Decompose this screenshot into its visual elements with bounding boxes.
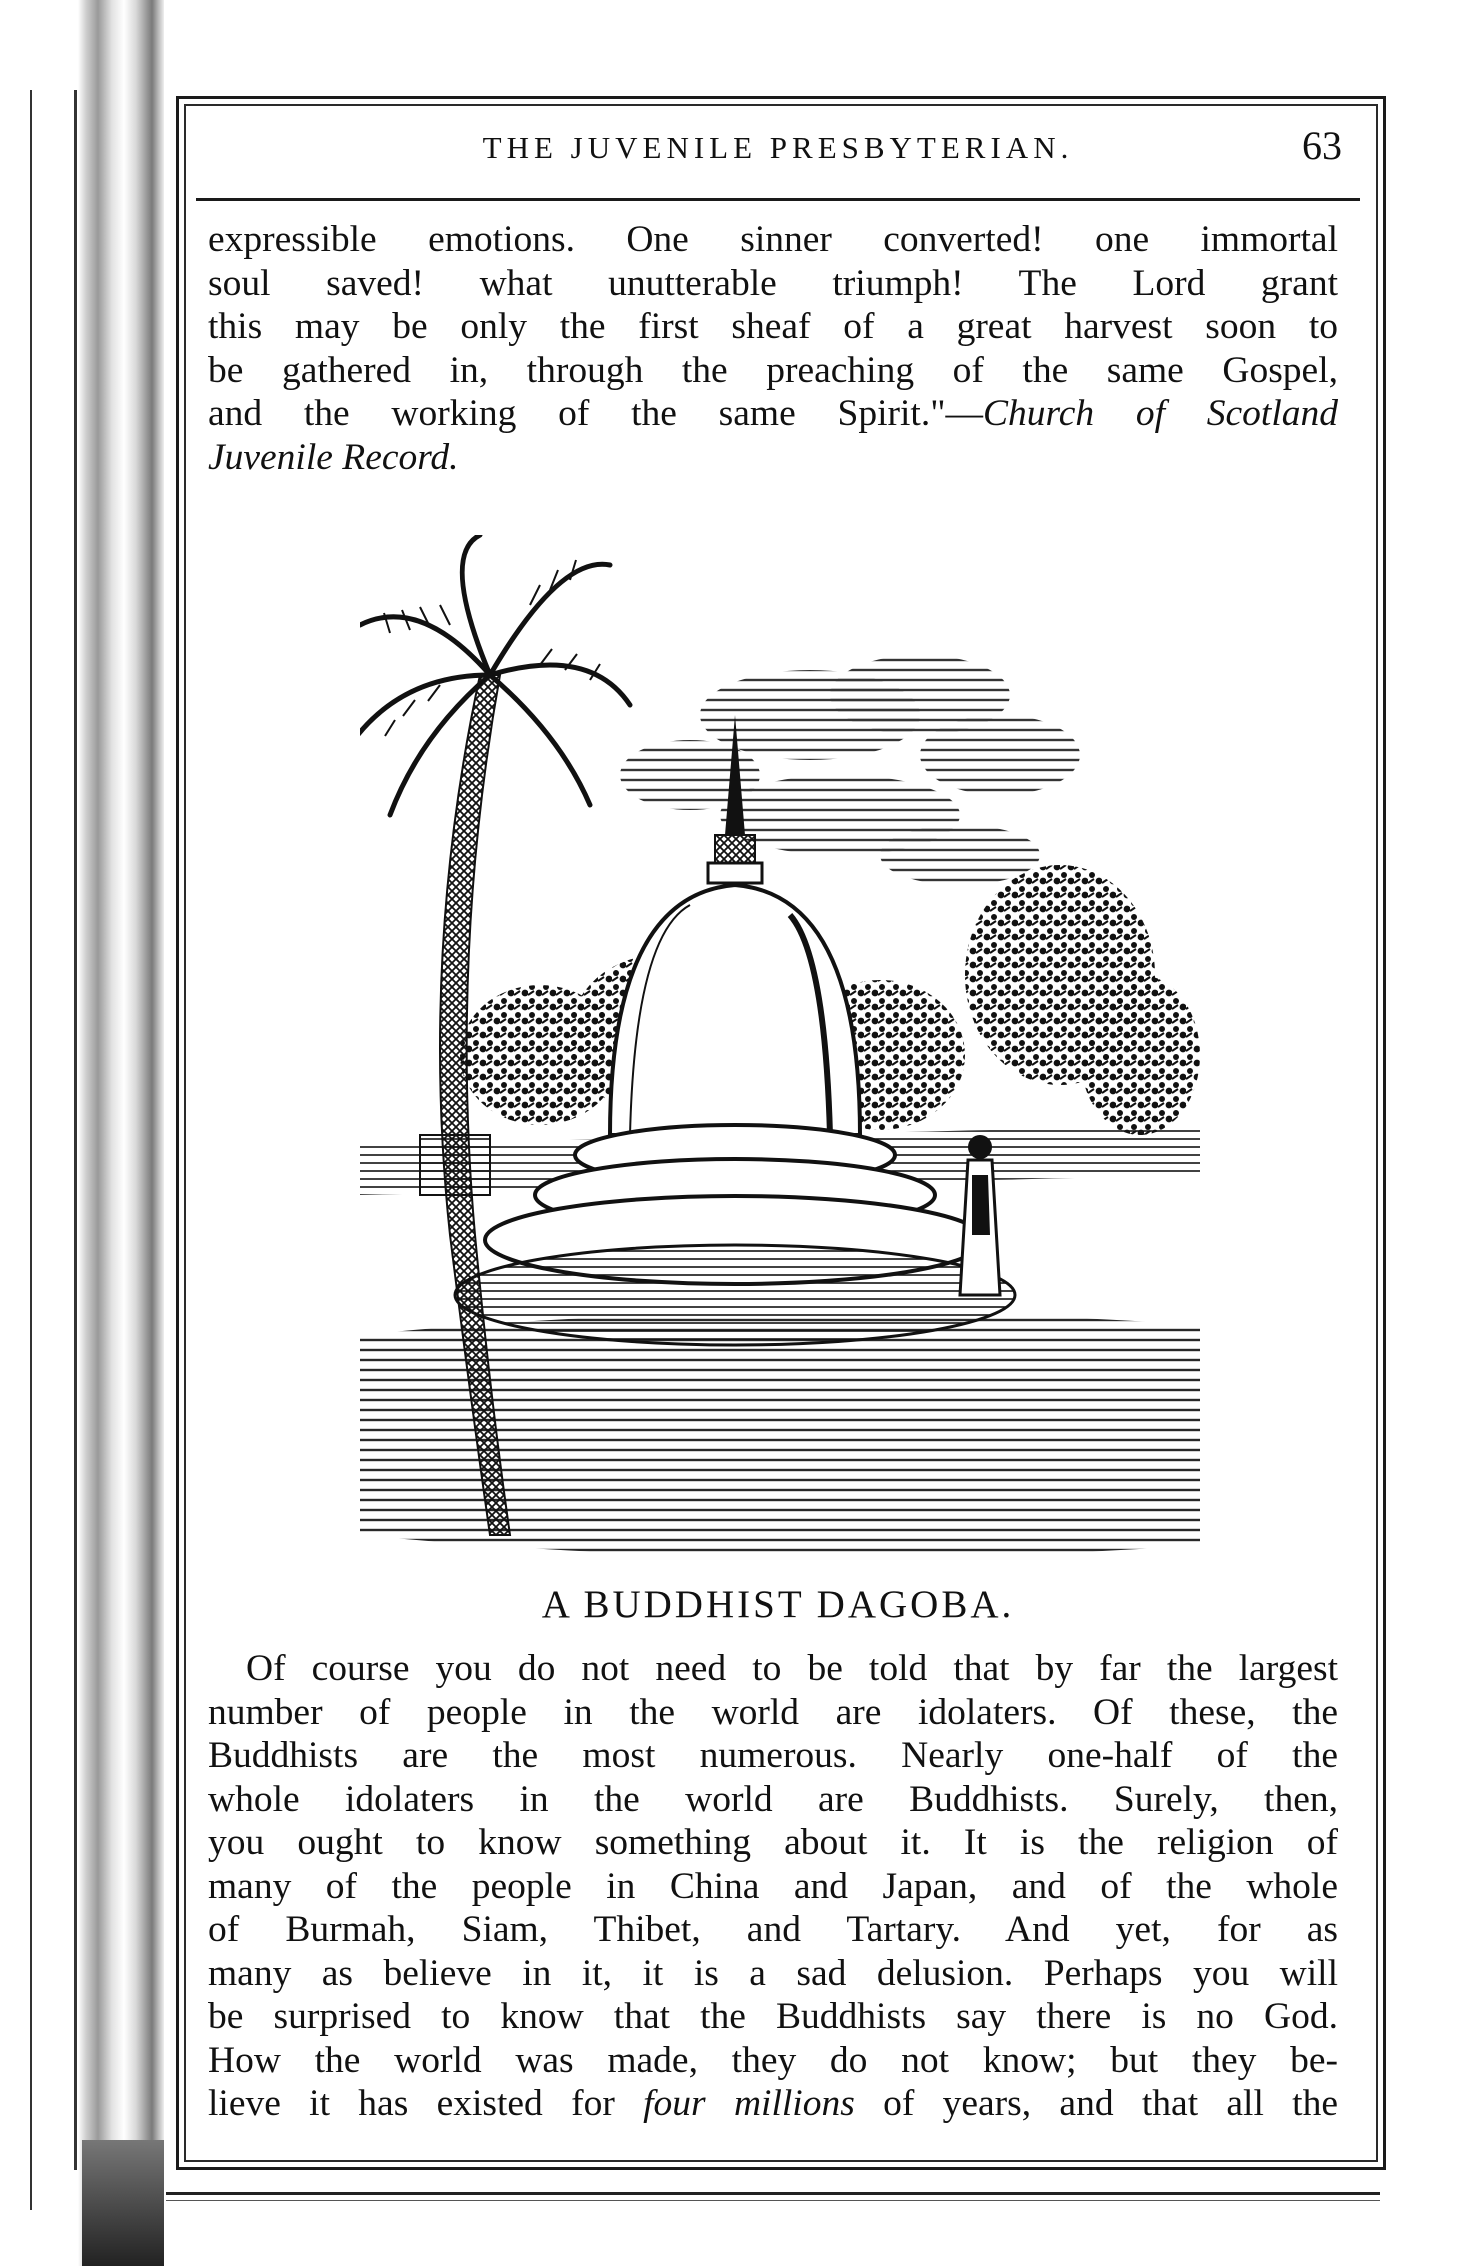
text-line [208,2082,1338,2126]
sky-clouds [620,655,1080,885]
foreground-ground [360,1312,1200,1558]
body-paragraph [208,1647,1338,2126]
source-citation-continued: Juvenile Record. [208,436,459,478]
text-line [208,392,1338,436]
margin-rule [74,90,77,2170]
text-line: Of course you do not need to be told that by far the largest [246,1648,1338,1689]
book-spine-shadow [82,2140,164,2266]
text-line: be gathered in, through the preaching of the same Gospel, [208,349,1338,391]
text-line: this may be only the first sheaf of a great harvest soon to [208,306,1338,347]
text-line: be surprised to know that the Buddhists say there is no God. [208,1996,1338,2037]
text-line: soul saved! what unutterable triumph! The Lord grant [208,262,1338,304]
running-head: THE JUVENILE PRESBYTERIAN. [482,130,1074,165]
footer-rule [166,2192,1380,2195]
book-spine [78,0,164,2266]
page-header [196,118,1360,201]
top-paragraph [208,218,1338,479]
text-line: How the world was made, they do not know; but they be- [208,2039,1338,2081]
figure-caption: A BUDDHIST DAGOBA. [541,1583,1015,1626]
text-line: you ought to know something about it. It is the religion of [208,1822,1338,1863]
text-line: whole idolaters in the world are Buddhists. Surely, then, [208,1778,1338,1820]
dagoba-illustration [360,535,1200,1575]
text-fragment: of years, and that all the [854,2083,1338,2124]
emphasis: four millions [643,2083,855,2124]
text-line: Buddhists are the most numerous. Nearly one-half of the [208,1735,1338,1776]
text-line: expressible emotions. One sinner converted! one immortal [208,219,1338,260]
text-line: many of the people in China and Japan, and of the whole [208,1865,1338,1907]
margin-rule [30,90,32,2210]
page-number: 63 [1302,123,1342,168]
text-line: many as believe in it, it is a sad delusion. Perhaps you will [208,1952,1338,1994]
text-line: of Burmah, Siam, Thibet, and Tartary. And yet, for as [208,1909,1338,1950]
text-fragment: and the working of the same Spirit."— [208,393,983,434]
text-line: number of people in the world are idolaters. Of these, the [208,1691,1338,1733]
source-citation: Church of Scotland [983,393,1338,434]
footer-rule [166,2200,1380,2201]
text-fragment: lieve it has existed for [208,2083,644,2124]
